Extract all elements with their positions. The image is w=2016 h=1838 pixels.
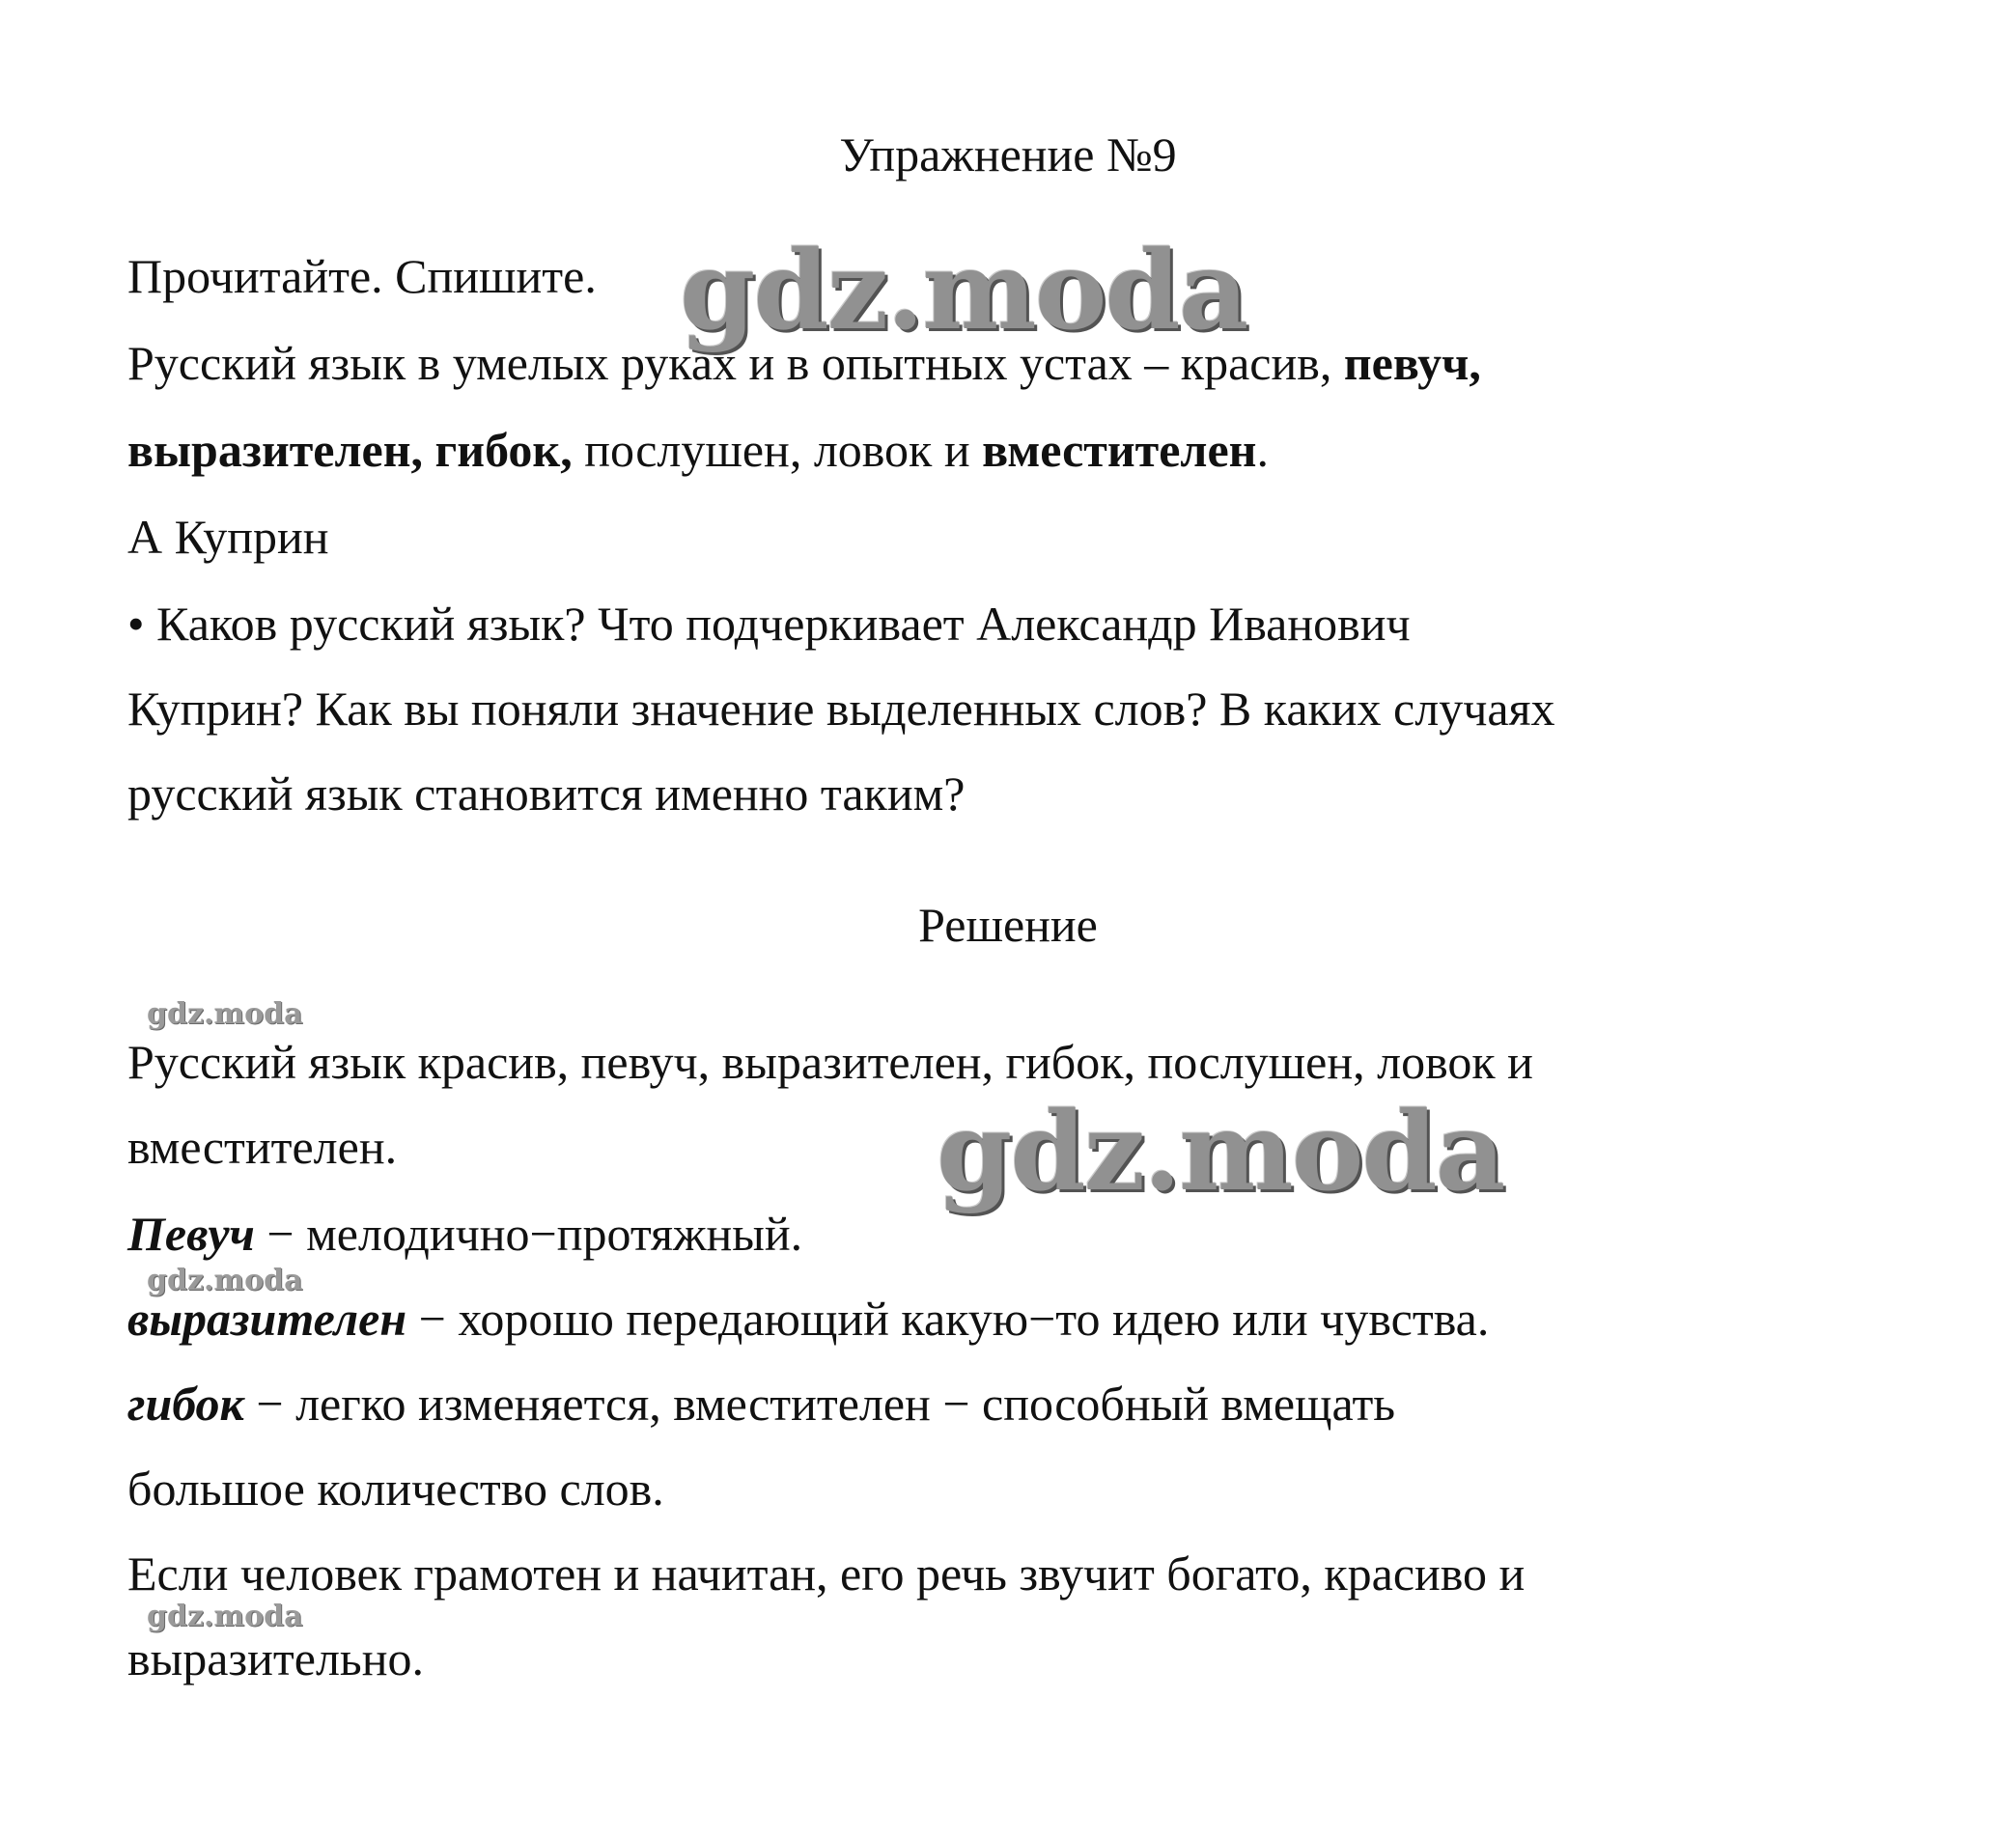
watermark-small-2: gdz.moda: [147, 1264, 303, 1297]
conclusion-line-1: Если человек грамотен и начитан, его речь звучит богато, красиво и: [127, 1546, 1526, 1601]
definition-pevuch: [127, 1205, 802, 1263]
exercise-title: Упражнение №9: [839, 127, 1177, 181]
definition-term-gibok: гибок: [127, 1377, 244, 1431]
solution-heading: Решение: [918, 898, 1098, 952]
definition-term-vyrazitelen: выразителен: [127, 1292, 407, 1346]
definition-text-vyrazitelen: − хорошо передающий какую−то идею или чувства.: [406, 1292, 1490, 1346]
quote-bold-word-pevuch: певуч,: [1343, 336, 1481, 390]
question-line-3: русский язык становится именно таким?: [127, 766, 966, 821]
quote-line-1-text: Русский язык в умелых руках и в опытных устах – красив,: [127, 336, 1344, 390]
definition-text-gibok: − легко изменяется, вместителен − способный вмещать: [243, 1377, 1396, 1431]
watermark-small-1: gdz.moda: [147, 997, 303, 1031]
watermark-small-3: gdz.moda: [147, 1600, 303, 1633]
watermark-large-top: gdz.moda: [680, 228, 1247, 354]
definition-text-pevuch: − мелодично−протяжный.: [254, 1207, 803, 1261]
definition-term-pevuch: Певуч: [127, 1207, 255, 1261]
definition-gibok-continued: большое количество слов.: [127, 1462, 664, 1516]
question-line-1: • Каков русский язык? Что подчеркивает Александр Иванович: [127, 597, 1411, 651]
watermark-large-middle: gdz.moda: [937, 1089, 1504, 1215]
quote-bold-word-vmestitelen: вместителен: [982, 423, 1257, 477]
quote-line-2-end: .: [1256, 423, 1269, 477]
quote-bold-words-vyrazitelen-gibok: выразителен, гибок,: [127, 423, 573, 477]
quote-line-2-text: послушен, ловок и: [572, 423, 983, 477]
definition-vyrazitelen: [127, 1290, 1489, 1348]
solution-summary-line-1: Русский язык красив, певуч, выразителен, гибок, послушен, ловок и: [127, 1035, 1533, 1089]
quote-author: А Куприн: [127, 510, 329, 564]
quote-line-2: [127, 421, 1269, 479]
conclusion-line-2: выразительно.: [127, 1631, 424, 1685]
question-line-2: Куприн? Как вы поняли значение выделенных слов? В каких случаях: [127, 682, 1555, 736]
solution-summary-line-2: вместителен.: [127, 1120, 398, 1174]
definition-gibok: [127, 1375, 1395, 1433]
exercise-instruction: Прочитайте. Спишите.: [127, 249, 597, 303]
